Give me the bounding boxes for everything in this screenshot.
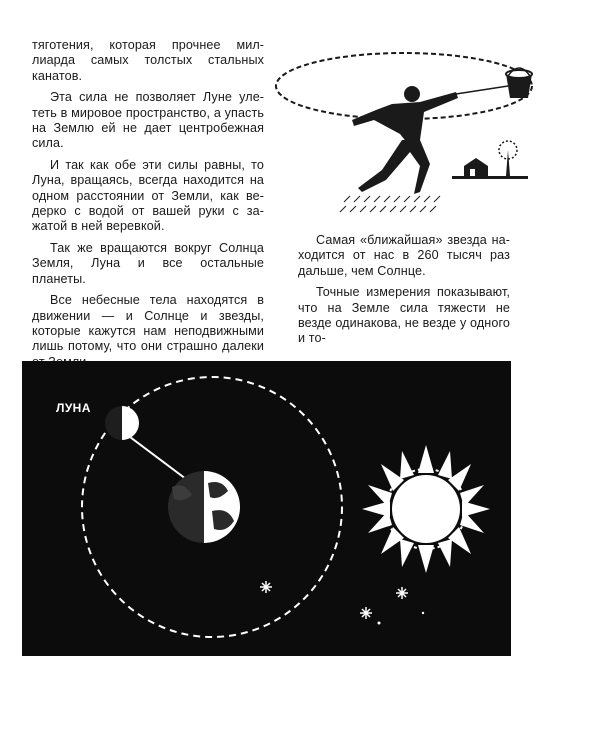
- paragraph: Эта сила не позволяет Луне улететь в мировое пространство, а упасть на Землю ей не дает центробежная сила.: [32, 90, 264, 151]
- house-and-tree: [452, 141, 528, 179]
- paragraph: тяготения, которая прочнее миллиарда самых толстых стальных канатов.: [32, 38, 264, 83]
- ground-hatching: [340, 196, 440, 212]
- paragraph: И так как обе эти силы равны, то Луна, вращаясь, всегда находится на одном расстоянии от Земли, как ведерко с водой от вашей руки с зажатой в ней веревкой.: [32, 157, 264, 234]
- earth-icon: [168, 471, 240, 543]
- sun-icon: [362, 445, 490, 573]
- paragraph: Самая «ближайшая» звезда находится от нас в 260 тысяч раз дальше, чем Солнце.: [298, 233, 510, 278]
- star-icon: [260, 581, 272, 593]
- moon-icon: [105, 406, 139, 440]
- moon-label: ЛУНА: [56, 401, 91, 415]
- left-text-column: [32, 38, 264, 376]
- paragraph: Точные измерения показывают, что на Земле сила тяжести не везде одинакова, не везде у одного и то-: [298, 285, 510, 346]
- star-dot: [378, 622, 381, 625]
- man-silhouette: [352, 86, 458, 194]
- bucket-icon: [506, 68, 532, 98]
- space-illustration-panel: [22, 361, 511, 656]
- right-text-column: [298, 233, 510, 353]
- paragraph: Так же вращаются вокруг Солнца Земля, Луна и все остальные планеты.: [32, 240, 264, 286]
- moon-earth-sun-diagram: [22, 361, 511, 656]
- star-dot: [422, 612, 424, 614]
- paragraph: Все небесные тела находятся в движении — и Солнце и звезды, которые кажутся нам неподвижными лишь потому, что они страшно далеки: [32, 293, 264, 354]
- star-icon: [360, 607, 372, 619]
- man-swinging-bucket-illustration: [270, 42, 538, 220]
- rope: [456, 86, 508, 94]
- star-icon: [396, 587, 408, 599]
